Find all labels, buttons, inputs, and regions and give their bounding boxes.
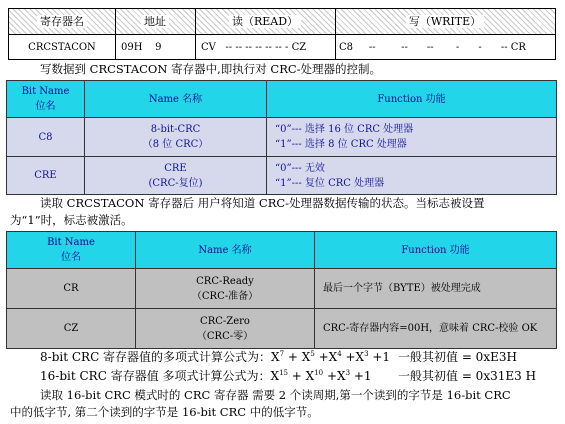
table-row: [7, 309, 557, 349]
formula-8bit-initial: 一般其初值 = 0xE3H: [398, 350, 517, 364]
header-register-name: 寄存器名: [9, 9, 115, 35]
table-row: [7, 157, 557, 195]
function-cell: CRC-寄存器内容=00H，意味着 CRC-校验 OK: [315, 309, 557, 349]
formula-16bit: 16-bit CRC 寄存器值 多项式计算公式为：$X^{15} + X^{10} +X^3 +1$: [40, 369, 372, 383]
header-bit-name: Bit Name 位名: [7, 81, 85, 118]
name-cell: CRE (CRC-复位): [85, 157, 267, 195]
header-bit-name: Bit Name 位名: [7, 232, 136, 269]
paragraph-write-desc: 写数据到 CRCSTACON 寄存器中,即执行对 CRC-处理器的控制。: [40, 62, 382, 76]
register-read-cell: CV -- -- -- -- -- -- - CZ: [201, 42, 307, 53]
bit-cell: CR: [7, 269, 136, 309]
function-cell: “0”--- 选择 16 位 CRC 处理器 “1”--- 选择 8 位 CRC 处理器: [267, 118, 557, 157]
bit-cell: CRE: [7, 157, 85, 195]
register-write-cell: C8 -- -- -- - - -- CR: [339, 42, 526, 53]
header-name: Name 名称: [85, 81, 267, 118]
name-cell: CRC-Zero （CRC-零）: [136, 309, 315, 349]
paragraph-16bit-read-2: 中的低字节, 第二个读到的字节是 16-bit CRC 中的低字节。: [10, 405, 319, 419]
header-read: 读（READ）: [195, 9, 335, 35]
register-table: [8, 8, 556, 60]
header-function: Function 功能: [267, 81, 557, 118]
read-bits-table: [6, 231, 557, 349]
name-cell: 8-bit-CRC （8 位 CRC）: [85, 118, 267, 157]
register-address-cell: 09H 9: [121, 42, 162, 53]
table-header-row: [7, 232, 557, 269]
formula-16bit-initial: 一般其初值 = 0x31E3 H: [398, 369, 537, 383]
function-cell: “0”--- 无效 “1”--- 复位 CRC 处理器: [267, 157, 557, 195]
table-header-row: [7, 81, 557, 118]
header-function: Function 功能: [315, 232, 557, 269]
register-name-cell: CRCSTACON: [28, 42, 96, 53]
table-row: [7, 269, 557, 309]
bit-cell: C8: [7, 118, 85, 157]
write-bits-table: [6, 80, 557, 195]
paragraph-read-desc-1: 读取 CRCSTACON 寄存器后 用户将知道 CRC-处理器数据传输的状态。当标志被设置: [40, 196, 485, 210]
name-cell: CRC-Ready （CRC-准备）: [136, 269, 315, 309]
bit-cell: CZ: [7, 309, 136, 349]
formula-8bit: 8-bit CRC 寄存器值的多项式计算公式为：$X^7 + X^5 +X^4 +X^3 +1$: [40, 350, 391, 364]
header-name: Name 名称: [136, 232, 315, 269]
function-cell: 最后一个字节（BYTE）被处理完成: [315, 269, 557, 309]
header-write: 写（WRITE）: [335, 9, 555, 35]
header-address: 地址: [115, 9, 195, 35]
table-row: [7, 118, 557, 157]
paragraph-16bit-read-1: 读取 16-bit CRC 模式时的 CRC 寄存器 需要 2 个读周期,第一个读到的字节是 16-bit CRC: [40, 388, 511, 402]
paragraph-read-desc-2: 为“1”时，标志被激活。: [10, 213, 133, 227]
